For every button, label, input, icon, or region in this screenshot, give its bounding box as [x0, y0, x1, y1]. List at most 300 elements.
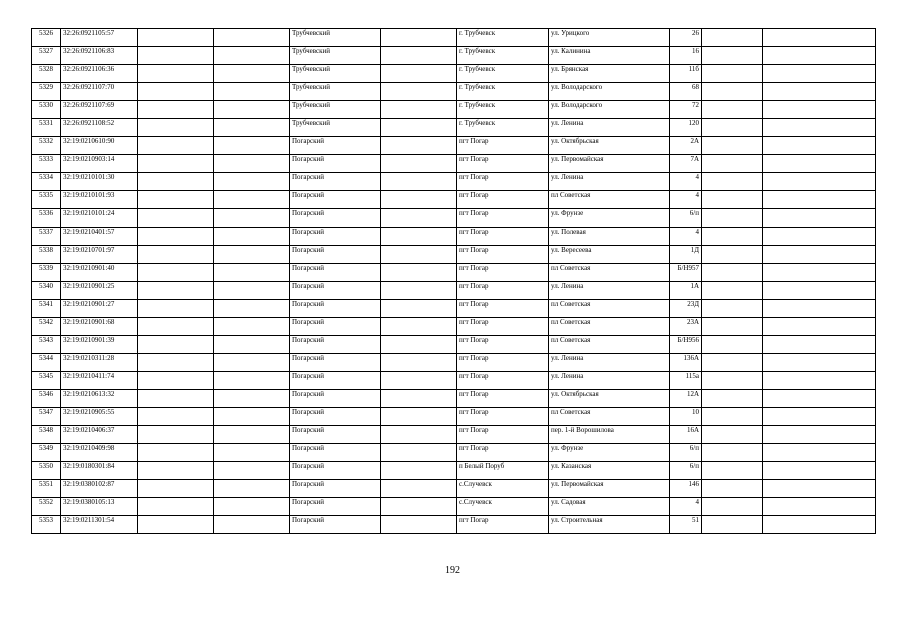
district-cell: Погарский: [290, 407, 381, 425]
blank-col-4-cell: [214, 317, 290, 335]
blank-col-10-cell: [702, 83, 763, 101]
table-row: [32, 65, 876, 83]
house-number-cell: 26: [670, 29, 702, 47]
blank-col-4-cell: [214, 498, 290, 516]
cadastral-number-cell: 32:19:0210613:32: [61, 389, 138, 407]
district-cell: Погарский: [290, 173, 381, 191]
blank-col-6-cell: [381, 317, 457, 335]
blank-col-11-cell: [763, 516, 876, 534]
row-number-cell: 5328: [32, 65, 61, 83]
district-cell: Погарский: [290, 444, 381, 462]
blank-col-10-cell: [702, 191, 763, 209]
cadastral-number-cell: 32:19:0210101:30: [61, 173, 138, 191]
table-row: [32, 462, 876, 480]
blank-col-11-cell: [763, 371, 876, 389]
district-cell: Погарский: [290, 191, 381, 209]
blank-col-10-cell: [702, 353, 763, 371]
house-number-cell: Б/Н957: [670, 263, 702, 281]
settlement-cell: пгт Погар: [457, 245, 549, 263]
blank-col-10-cell: [702, 209, 763, 227]
street-cell: пл Советская: [549, 191, 670, 209]
blank-col-3-cell: [138, 83, 214, 101]
blank-col-11-cell: [763, 83, 876, 101]
house-number-cell: Б/Н956: [670, 335, 702, 353]
blank-col-3-cell: [138, 227, 214, 245]
blank-col-6-cell: [381, 389, 457, 407]
blank-col-10-cell: [702, 480, 763, 498]
street-cell: ул. Октябрьская: [549, 137, 670, 155]
blank-col-6-cell: [381, 191, 457, 209]
district-cell: Погарский: [290, 209, 381, 227]
blank-col-11-cell: [763, 335, 876, 353]
table-row: [32, 480, 876, 498]
blank-col-3-cell: [138, 335, 214, 353]
district-cell: Трубчевский: [290, 47, 381, 65]
street-cell: ул. Калинина: [549, 47, 670, 65]
table-row: [32, 317, 876, 335]
blank-col-4-cell: [214, 101, 290, 119]
blank-col-3-cell: [138, 389, 214, 407]
cadastral-number-cell: 32:19:0210401:57: [61, 227, 138, 245]
blank-col-10-cell: [702, 47, 763, 65]
table-row: [32, 227, 876, 245]
cadastral-number-cell: 32:19:0380102:87: [61, 480, 138, 498]
blank-col-6-cell: [381, 101, 457, 119]
blank-col-11-cell: [763, 245, 876, 263]
street-cell: ул. Фрунзе: [549, 444, 670, 462]
settlement-cell: пгт Погар: [457, 281, 549, 299]
house-number-cell: 2А: [670, 137, 702, 155]
table-row: [32, 516, 876, 534]
cadastral-number-cell: 32:26:0921106:36: [61, 65, 138, 83]
blank-col-3-cell: [138, 371, 214, 389]
cadastral-number-cell: 32:19:0210411:74: [61, 371, 138, 389]
blank-col-3-cell: [138, 29, 214, 47]
street-cell: ул. Вересеева: [549, 245, 670, 263]
blank-col-10-cell: [702, 173, 763, 191]
street-cell: пл Советская: [549, 335, 670, 353]
cadastral-number-cell: 32:19:0210901:40: [61, 263, 138, 281]
table-row: [32, 389, 876, 407]
street-cell: ул. Володарского: [549, 101, 670, 119]
blank-col-10-cell: [702, 516, 763, 534]
cadastral-number-cell: 32:19:0210610:90: [61, 137, 138, 155]
blank-col-6-cell: [381, 353, 457, 371]
blank-col-10-cell: [702, 155, 763, 173]
street-cell: ул. Фрунзе: [549, 209, 670, 227]
blank-col-10-cell: [702, 371, 763, 389]
blank-col-3-cell: [138, 65, 214, 83]
blank-col-3-cell: [138, 299, 214, 317]
cadastral-number-cell: 32:19:0210406:37: [61, 426, 138, 444]
district-cell: Погарский: [290, 516, 381, 534]
blank-col-11-cell: [763, 155, 876, 173]
street-cell: ул. Ленина: [549, 371, 670, 389]
row-number-cell: 5351: [32, 480, 61, 498]
row-number-cell: 5327: [32, 47, 61, 65]
cadastral-number-cell: 32:19:0210701:97: [61, 245, 138, 263]
table-row: [32, 263, 876, 281]
blank-col-6-cell: [381, 65, 457, 83]
cadastral-number-cell: 32:19:0210903:14: [61, 155, 138, 173]
table-row: [32, 245, 876, 263]
blank-col-10-cell: [702, 227, 763, 245]
district-cell: Трубчевский: [290, 83, 381, 101]
blank-col-4-cell: [214, 407, 290, 425]
blank-col-6-cell: [381, 462, 457, 480]
registry-table: [31, 28, 876, 534]
street-cell: пл Советская: [549, 299, 670, 317]
district-cell: Погарский: [290, 480, 381, 498]
table-row: [32, 407, 876, 425]
house-number-cell: 6/п: [670, 209, 702, 227]
blank-col-10-cell: [702, 245, 763, 263]
blank-col-10-cell: [702, 407, 763, 425]
street-cell: ул. Ленина: [549, 119, 670, 137]
row-number-cell: 5345: [32, 371, 61, 389]
blank-col-11-cell: [763, 353, 876, 371]
blank-col-4-cell: [214, 299, 290, 317]
blank-col-10-cell: [702, 462, 763, 480]
cadastral-number-cell: 32:19:0210101:24: [61, 209, 138, 227]
cadastral-number-cell: 32:19:0210905:55: [61, 407, 138, 425]
blank-col-11-cell: [763, 65, 876, 83]
cadastral-number-cell: 32:26:0921106:83: [61, 47, 138, 65]
district-cell: Погарский: [290, 498, 381, 516]
blank-col-11-cell: [763, 299, 876, 317]
settlement-cell: пгт Погар: [457, 353, 549, 371]
row-number-cell: 5337: [32, 227, 61, 245]
house-number-cell: 1А: [670, 281, 702, 299]
street-cell: пер. 1-й Ворошилова: [549, 426, 670, 444]
house-number-cell: 1Д: [670, 245, 702, 263]
house-number-cell: 10: [670, 407, 702, 425]
blank-col-3-cell: [138, 155, 214, 173]
blank-col-3-cell: [138, 245, 214, 263]
house-number-cell: 120: [670, 119, 702, 137]
settlement-cell: г. Трубчевск: [457, 83, 549, 101]
house-number-cell: 4: [670, 227, 702, 245]
cadastral-number-cell: 32:26:0921107:69: [61, 101, 138, 119]
house-number-cell: 6/п: [670, 444, 702, 462]
cadastral-number-cell: 32:26:0921108:52: [61, 119, 138, 137]
settlement-cell: пгт Погар: [457, 263, 549, 281]
table-row: [32, 335, 876, 353]
blank-col-10-cell: [702, 263, 763, 281]
blank-col-6-cell: [381, 47, 457, 65]
blank-col-11-cell: [763, 263, 876, 281]
house-number-cell: 51: [670, 516, 702, 534]
row-number-cell: 5342: [32, 317, 61, 335]
house-number-cell: 7А: [670, 155, 702, 173]
house-number-cell: 11б: [670, 65, 702, 83]
page-number: 192: [445, 565, 460, 576]
settlement-cell: пгт Погар: [457, 444, 549, 462]
blank-col-4-cell: [214, 83, 290, 101]
house-number-cell: 16: [670, 47, 702, 65]
street-cell: ул. Урицкого: [549, 29, 670, 47]
district-cell: Погарский: [290, 299, 381, 317]
house-number-cell: 136А: [670, 353, 702, 371]
district-cell: Погарский: [290, 462, 381, 480]
blank-col-3-cell: [138, 407, 214, 425]
blank-col-6-cell: [381, 137, 457, 155]
blank-col-11-cell: [763, 47, 876, 65]
blank-col-10-cell: [702, 65, 763, 83]
row-number-cell: 5349: [32, 444, 61, 462]
district-cell: Погарский: [290, 263, 381, 281]
cadastral-number-cell: 32:19:0380105:13: [61, 498, 138, 516]
blank-col-6-cell: [381, 444, 457, 462]
row-number-cell: 5347: [32, 407, 61, 425]
table-row: [32, 119, 876, 137]
settlement-cell: с.Случевск: [457, 498, 549, 516]
blank-col-6-cell: [381, 371, 457, 389]
row-number-cell: 5332: [32, 137, 61, 155]
blank-col-4-cell: [214, 137, 290, 155]
row-number-cell: 5348: [32, 426, 61, 444]
cadastral-number-cell: 32:19:0210901:68: [61, 317, 138, 335]
cadastral-number-cell: 32:19:0180301:84: [61, 462, 138, 480]
cadastral-number-cell: 32:19:0210101:93: [61, 191, 138, 209]
blank-col-11-cell: [763, 480, 876, 498]
street-cell: ул. Казанская: [549, 462, 670, 480]
blank-col-6-cell: [381, 29, 457, 47]
blank-col-3-cell: [138, 281, 214, 299]
blank-col-3-cell: [138, 462, 214, 480]
settlement-cell: пгт Погар: [457, 299, 549, 317]
district-cell: Погарский: [290, 245, 381, 263]
blank-col-10-cell: [702, 389, 763, 407]
blank-col-3-cell: [138, 191, 214, 209]
cadastral-number-cell: 32:26:0921105:57: [61, 29, 138, 47]
cadastral-number-cell: 32:26:0921107:70: [61, 83, 138, 101]
blank-col-10-cell: [702, 29, 763, 47]
blank-col-10-cell: [702, 299, 763, 317]
street-cell: ул. Володарского: [549, 83, 670, 101]
blank-col-11-cell: [763, 137, 876, 155]
district-cell: Трубчевский: [290, 101, 381, 119]
settlement-cell: пгт Погар: [457, 389, 549, 407]
blank-col-10-cell: [702, 101, 763, 119]
district-cell: Погарский: [290, 155, 381, 173]
blank-col-11-cell: [763, 227, 876, 245]
street-cell: пл Советская: [549, 317, 670, 335]
row-number-cell: 5339: [32, 263, 61, 281]
street-cell: ул. Октябрьская: [549, 389, 670, 407]
blank-col-6-cell: [381, 516, 457, 534]
row-number-cell: 5333: [32, 155, 61, 173]
district-cell: Трубчевский: [290, 119, 381, 137]
blank-col-4-cell: [214, 335, 290, 353]
row-number-cell: 5343: [32, 335, 61, 353]
row-number-cell: 5334: [32, 173, 61, 191]
blank-col-6-cell: [381, 498, 457, 516]
settlement-cell: пгт Погар: [457, 407, 549, 425]
blank-col-4-cell: [214, 227, 290, 245]
blank-col-6-cell: [381, 173, 457, 191]
blank-col-6-cell: [381, 426, 457, 444]
blank-col-11-cell: [763, 462, 876, 480]
blank-col-11-cell: [763, 119, 876, 137]
blank-col-10-cell: [702, 335, 763, 353]
settlement-cell: пгт Погар: [457, 371, 549, 389]
row-number-cell: 5346: [32, 389, 61, 407]
district-cell: Погарский: [290, 389, 381, 407]
district-cell: Погарский: [290, 281, 381, 299]
house-number-cell: 23Д: [670, 299, 702, 317]
settlement-cell: г. Трубчевск: [457, 119, 549, 137]
cadastral-number-cell: 32:19:0210901:27: [61, 299, 138, 317]
street-cell: ул. Ленина: [549, 281, 670, 299]
table-row: [32, 155, 876, 173]
settlement-cell: г. Трубчевск: [457, 65, 549, 83]
blank-col-6-cell: [381, 281, 457, 299]
row-number-cell: 5331: [32, 119, 61, 137]
district-cell: Погарский: [290, 137, 381, 155]
blank-col-11-cell: [763, 389, 876, 407]
row-number-cell: 5338: [32, 245, 61, 263]
blank-col-4-cell: [214, 389, 290, 407]
house-number-cell: 146: [670, 480, 702, 498]
settlement-cell: пгт Погар: [457, 173, 549, 191]
row-number-cell: 5340: [32, 281, 61, 299]
district-cell: Погарский: [290, 317, 381, 335]
table-row: [32, 371, 876, 389]
house-number-cell: 23А: [670, 317, 702, 335]
street-cell: ул. Ленина: [549, 353, 670, 371]
table-row: [32, 101, 876, 119]
blank-col-11-cell: [763, 209, 876, 227]
blank-col-6-cell: [381, 119, 457, 137]
blank-col-4-cell: [214, 191, 290, 209]
row-number-cell: 5350: [32, 462, 61, 480]
house-number-cell: 4: [670, 498, 702, 516]
settlement-cell: пгт Погар: [457, 426, 549, 444]
district-cell: Погарский: [290, 371, 381, 389]
blank-col-3-cell: [138, 317, 214, 335]
blank-col-6-cell: [381, 83, 457, 101]
district-cell: Погарский: [290, 353, 381, 371]
blank-col-10-cell: [702, 444, 763, 462]
settlement-cell: г. Трубчевск: [457, 29, 549, 47]
blank-col-3-cell: [138, 173, 214, 191]
blank-col-11-cell: [763, 281, 876, 299]
row-number-cell: 5341: [32, 299, 61, 317]
blank-col-4-cell: [214, 462, 290, 480]
blank-col-10-cell: [702, 281, 763, 299]
blank-col-11-cell: [763, 426, 876, 444]
blank-col-6-cell: [381, 245, 457, 263]
row-number-cell: 5344: [32, 353, 61, 371]
district-cell: Погарский: [290, 227, 381, 245]
blank-col-4-cell: [214, 119, 290, 137]
house-number-cell: 6/п: [670, 462, 702, 480]
row-number-cell: 5335: [32, 191, 61, 209]
table-row: [32, 173, 876, 191]
street-cell: ул. Ленина: [549, 173, 670, 191]
settlement-cell: пгт Погар: [457, 209, 549, 227]
table-row: [32, 426, 876, 444]
blank-col-3-cell: [138, 426, 214, 444]
house-number-cell: 16А: [670, 426, 702, 444]
settlement-cell: с.Случевск: [457, 480, 549, 498]
blank-col-4-cell: [214, 65, 290, 83]
blank-col-3-cell: [138, 480, 214, 498]
blank-col-3-cell: [138, 47, 214, 65]
blank-col-6-cell: [381, 209, 457, 227]
cadastral-number-cell: 32:19:0211301:54: [61, 516, 138, 534]
settlement-cell: пгт Погар: [457, 191, 549, 209]
blank-col-11-cell: [763, 444, 876, 462]
blank-col-4-cell: [214, 47, 290, 65]
street-cell: пл Советская: [549, 263, 670, 281]
table-body: [32, 29, 876, 534]
blank-col-11-cell: [763, 191, 876, 209]
blank-col-6-cell: [381, 155, 457, 173]
blank-col-11-cell: [763, 29, 876, 47]
blank-col-4-cell: [214, 426, 290, 444]
blank-col-10-cell: [702, 426, 763, 444]
blank-col-3-cell: [138, 101, 214, 119]
blank-col-6-cell: [381, 299, 457, 317]
house-number-cell: 4: [670, 173, 702, 191]
cadastral-number-cell: 32:19:0210311:28: [61, 353, 138, 371]
row-number-cell: 5330: [32, 101, 61, 119]
street-cell: ул. Первомайская: [549, 480, 670, 498]
table-row: [32, 209, 876, 227]
blank-col-11-cell: [763, 317, 876, 335]
blank-col-6-cell: [381, 227, 457, 245]
blank-col-10-cell: [702, 119, 763, 137]
blank-col-6-cell: [381, 480, 457, 498]
table-row: [32, 137, 876, 155]
row-number-cell: 5326: [32, 29, 61, 47]
blank-col-4-cell: [214, 173, 290, 191]
table-row: [32, 47, 876, 65]
table-row: [32, 444, 876, 462]
district-cell: Трубчевский: [290, 29, 381, 47]
blank-col-10-cell: [702, 498, 763, 516]
blank-col-4-cell: [214, 480, 290, 498]
blank-col-3-cell: [138, 209, 214, 227]
row-number-cell: 5352: [32, 498, 61, 516]
settlement-cell: пгт Погар: [457, 227, 549, 245]
street-cell: ул. Садовая: [549, 498, 670, 516]
cadastral-number-cell: 32:19:0210901:39: [61, 335, 138, 353]
district-cell: Трубчевский: [290, 65, 381, 83]
blank-col-3-cell: [138, 263, 214, 281]
blank-col-4-cell: [214, 371, 290, 389]
row-number-cell: 5353: [32, 516, 61, 534]
street-cell: ул. Строительная: [549, 516, 670, 534]
cadastral-number-cell: 32:19:0210901:25: [61, 281, 138, 299]
blank-col-3-cell: [138, 119, 214, 137]
house-number-cell: 12А: [670, 389, 702, 407]
blank-col-3-cell: [138, 498, 214, 516]
street-cell: пл Советская: [549, 407, 670, 425]
district-cell: Погарский: [290, 335, 381, 353]
table-row: [32, 498, 876, 516]
row-number-cell: 5336: [32, 209, 61, 227]
blank-col-3-cell: [138, 137, 214, 155]
street-cell: ул. Первомайская: [549, 155, 670, 173]
district-cell: Погарский: [290, 426, 381, 444]
blank-col-4-cell: [214, 516, 290, 534]
settlement-cell: г. Трубчевск: [457, 101, 549, 119]
blank-col-4-cell: [214, 209, 290, 227]
blank-col-6-cell: [381, 263, 457, 281]
